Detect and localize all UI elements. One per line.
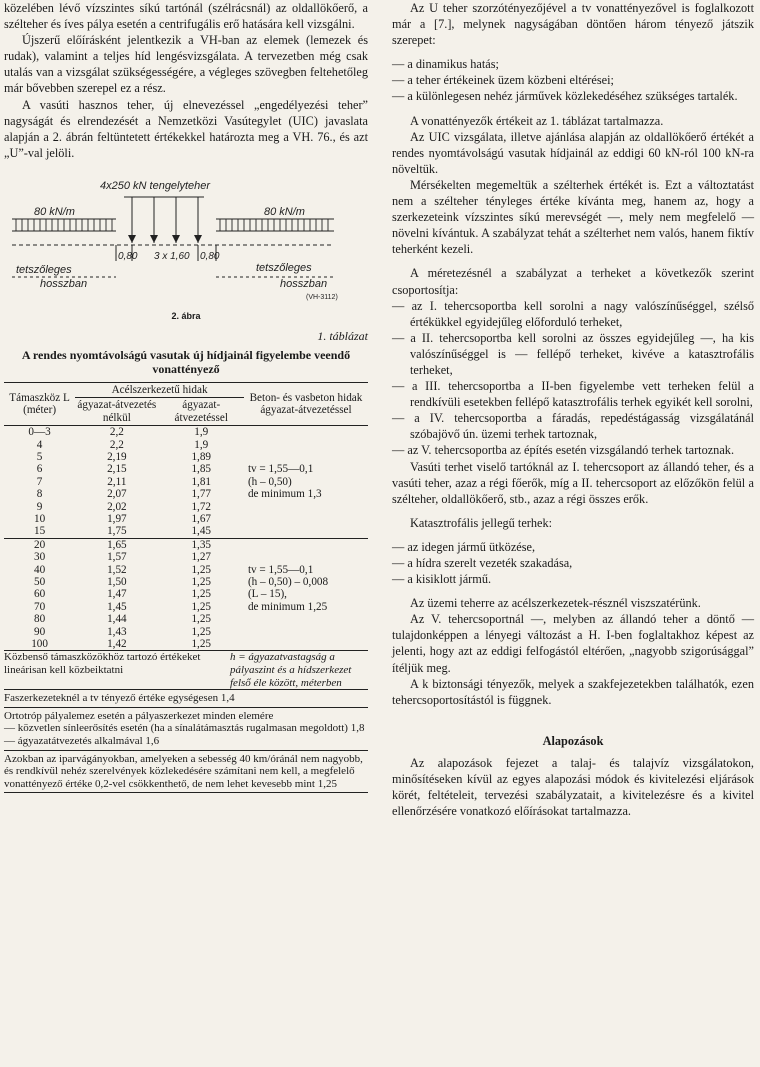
paragraph: Az UIC vizsgálata, illetve ajánlása alapján az oldallökőerő értékét a rendes nyomtávolságú vasutak hídjainál az eddigi 60 kN-ról 100 kN-ra növeltük.: [392, 129, 754, 176]
steel-b-cell: 1,25: [191, 563, 212, 576]
steel-b-cell: 1,25: [191, 638, 212, 651]
list-item: — a különlegesen nehéz járművek közlekedéséhez szükséges tartalék.: [392, 89, 738, 104]
formula-cell: tv = 1,55—0,1: [247, 463, 314, 476]
paragraph: A méretezésnél a szabályzat a terheket a következők szerint csoportosítja:: [392, 266, 754, 297]
dimension-label: 0,80: [118, 250, 138, 262]
length-label: hosszban: [40, 277, 88, 290]
table-note-line: — ágyazatátvezetés alkalmával 1,6: [4, 735, 160, 748]
col-header-steel-b: ágyazat-átvezetéssel: [159, 398, 244, 426]
dimension-label: 3 x 1,60: [154, 250, 190, 262]
paragraph: közelében lévő vízszintes síkú tartónál (szélrácsnál) az oldallökőerő, a szélteher és íves pálya esetén a centrifugális erő hatására kell vizsgálni.: [4, 1, 368, 32]
table-row: [4, 451, 368, 463]
steel-b-cell: 1,25: [191, 588, 212, 601]
span-cell: 20: [33, 538, 46, 551]
table-row: [4, 426, 368, 439]
steel-a-cell: 1,47: [107, 588, 127, 601]
table-note: Azokban az iparvágányokban, amelyeken a sebesség 40 km/óránál nem nagyobb, és rendkívül nehéz szerelvények közlekedésére számítani nem kell, a megfelelő vonattényező értéke 0,2-vel csökkenthető, de nem lehet kevesebb mint 1,25: [4, 750, 368, 794]
table-row: [4, 613, 368, 625]
table-notes: [4, 650, 368, 689]
paragraph: A vonattényezők értékeit az 1. táblázat tartalmazza.: [410, 113, 664, 128]
formula-cell: tv = 1,55—0,1: [247, 563, 314, 576]
steel-b-cell: 1,77: [191, 488, 212, 501]
paragraph: Az alapozások fejezet a talaj- és talajvíz vizsgálatokon, minősítéseken kívül az egyes alapozási módok és kivitelezési eljárások körét, feltételeit, tervezési szabályzatait, a kivitelezésre és a kivitel ellenőrzésére vonatkozó előírásokat tartalmazza.: [392, 755, 754, 819]
figure-stamp: (VH-3112): [306, 293, 338, 301]
span-cell: 10: [33, 513, 46, 525]
list-item: — a teher értékeinek üzem közbeni eltérései;: [392, 73, 614, 88]
paragraph: Katasztrofális jellegű terhek:: [410, 515, 553, 530]
paragraph: Az V. tehercsoportnál —, melyben az állandó teher a döntő — tulajdonképpen a lényegi változást a H. I-ben foglaltakhoz képest az jelenti, hogy azt az eddigi felfogástól eltérően, „nagyobb szigorúsággal” ítéljük meg.: [392, 612, 754, 675]
span-cell: 90: [33, 625, 46, 638]
paragraph: A k biztonsági tényezők, melyek a szakfejezetekben találhatók, ezen tehercsoportosítástól is függnek.: [392, 676, 754, 707]
steel-a-cell: 2,2: [109, 438, 124, 451]
steel-b-cell: 1,81: [191, 475, 212, 488]
span-cell: 30: [33, 551, 46, 564]
steel-a-cell: 2,15: [107, 463, 127, 476]
steel-b-cell: 1,67: [191, 513, 212, 525]
table-row: [4, 463, 368, 475]
table-row: [4, 439, 368, 451]
table-row: [4, 538, 368, 551]
steel-a-cell: 2,2: [109, 426, 124, 439]
steel-a-cell: 2,11: [107, 475, 127, 488]
list-item: — a dinamikus hatás;: [392, 57, 499, 72]
vonattenyezo-table: [4, 382, 368, 651]
paragraph: Az U teher szorzótényezőjével a tv vonattényezővel is foglalkozott már a [7.], melynek nagyságában döntően három tényező játszik szerepet:: [392, 1, 754, 48]
steel-a-cell: 2,07: [107, 488, 127, 501]
steel-b-cell: 1,35: [191, 538, 212, 551]
left-column: [4, 0, 368, 793]
table-row: [4, 525, 368, 538]
steel-a-cell: 1,97: [107, 513, 127, 525]
steel-a-cell: 2,02: [107, 500, 127, 513]
table-row: [4, 601, 368, 613]
section-heading: Alapozások: [542, 733, 604, 748]
steel-b-cell: 1,25: [191, 576, 212, 589]
formula-cell: de minimum 1,3: [247, 488, 322, 501]
paragraph: A vasúti hasznos teher, új elnevezéssel „engedélyezési teher” nagyságát és elrendezését a Nemzetközi Vasútegylet (UIC) javaslata alapján a 2. ábrán feltüntetett értékekkel határozta meg a VH. 76., és azt „U”-val jelöli.: [4, 97, 368, 160]
dist-load-right-label: 80 kN/m: [264, 205, 305, 218]
table-note: [4, 707, 368, 750]
steel-a-cell: 1,52: [107, 563, 127, 576]
list-item: — a kisiklott jármű.: [392, 572, 492, 587]
span-cell: 8: [36, 488, 43, 501]
steel-a-cell: 1,75: [107, 525, 127, 538]
table-note-line: — közvetlen sínleerősítés esetén (ha a sínalátámasztás rugalmasan megoldott) 1,8: [4, 722, 365, 735]
steel-b-cell: 1,85: [191, 463, 212, 476]
table-row: [4, 564, 368, 576]
formula-cell: (L – 15),: [247, 588, 287, 601]
list-item: — a II. tehercsoportba kell sorolni az összes egyidejűleg —, ha kis valószínűséggel is — fellépő terheket, kivéve a katasztrofális terheket,: [392, 330, 754, 377]
steel-a-cell: 1,42: [107, 638, 127, 651]
span-cell: 15: [33, 525, 46, 538]
load-diagram: [4, 165, 368, 325]
steel-b-cell: 1,25: [191, 600, 212, 613]
table-row: [4, 501, 368, 513]
span-cell: 4: [36, 438, 43, 451]
formula-cell: [244, 525, 368, 538]
formula-cell: [244, 538, 368, 551]
figure-caption: 2. ábra: [171, 310, 201, 321]
paragraph: Az üzemi teherre az acélszerkezetek-résznél viszszatérünk.: [410, 596, 701, 611]
col-header-span: Támaszköz L (méter): [4, 382, 75, 425]
steel-a-cell: 1,44: [107, 613, 127, 626]
table-row: [4, 551, 368, 563]
table-number: 1. táblázat: [317, 328, 368, 343]
table-row: [4, 476, 368, 488]
span-cell: 6: [36, 463, 43, 476]
formula-cell: [244, 501, 368, 513]
steel-a-cell: 1,45: [107, 600, 127, 613]
formula-cell: [244, 626, 368, 638]
table-title: A rendes nyomtávolságú vasutak új hídjainál figyelembe veendő vonattényező: [21, 347, 351, 376]
length-label: tetszőleges: [256, 261, 312, 274]
span-cell: 40: [33, 563, 46, 576]
steel-a-cell: 1,57: [107, 551, 127, 564]
paragraph: Mérsékelten megemeltük a szélterhek értékét is. Ezt a változtatást nem a szélteher tényleges értéke kívánta meg, hanem az, hogy a szerkezeteink vízszintes síkú merevségét —, mely nem megfelelő — növelni kívántuk. A szabályzat tehát a szélterhet nem valós, hanem fiktív teherként kezeli.: [392, 177, 754, 257]
steel-b-cell: 1,89: [191, 450, 212, 463]
formula-cell: [244, 513, 368, 525]
span-cell: 100: [31, 638, 48, 651]
span-cell: 70: [33, 600, 46, 613]
formula-cell: (h – 0,50): [247, 475, 292, 488]
col-header-concrete: Beton- és vasbeton hidak ágyazat-átvezetéssel: [244, 382, 368, 425]
table-row: [4, 638, 368, 650]
steel-b-cell: 1,45: [191, 525, 212, 538]
steel-b-cell: 1,25: [191, 613, 212, 626]
formula-cell: de minimum 1,25: [247, 600, 328, 613]
steel-b-cell: 1,27: [191, 551, 212, 564]
formula-cell: (h – 0,50) – 0,008: [247, 576, 329, 589]
formula-cell: [244, 439, 368, 451]
table-row: [4, 576, 368, 588]
formula-cell: [244, 451, 368, 463]
steel-a-cell: 1,65: [107, 538, 127, 551]
right-column: [392, 0, 754, 819]
length-label: hosszban: [280, 277, 328, 290]
list-item: — a hídra szerelt vezeték szakadása,: [392, 556, 573, 570]
table-row: [4, 488, 368, 500]
paragraph: Vasúti terhet viselő tartóknál az I. tehercsoport az állandó teher, és a vasúti teher, azaz a régi főerők, míg a II. tehercsoport az előzőkön felül a szélteher, oldallökőerő, stb., azaz a régi összes erők.: [392, 459, 754, 506]
table-note: Faszerkezeteknél a tv tényező értéke egységesen 1,4: [4, 689, 368, 707]
formula-cell: [244, 613, 368, 625]
table-note-line: Ortotróp pályalemez esetén a pályaszerkezet minden elemére: [4, 709, 274, 722]
span-cell: 80: [33, 613, 46, 626]
list-item: — a III. tehercsoportba a II-ben figyelembe vett terheken felül a rendkívüli esetekben fellépő katasztrofális terhek egyikét kell sorolni,: [392, 379, 754, 410]
load-diagram-svg: [4, 165, 368, 315]
steel-a-cell: 1,43: [107, 625, 127, 638]
formula-cell: [244, 426, 368, 439]
formula-cell: [244, 551, 368, 563]
table-note: Közbenső támaszközökhöz tartozó értékeket lineárisan kell közbeiktatni: [4, 651, 230, 689]
steel-b-cell: 1,25: [191, 625, 212, 638]
col-header-steel: Acélszerkezetű hidak: [75, 382, 244, 397]
list-item: — az I. tehercsoportba kell sorolni a nagy valószínűséggel, szélső értékükkel egyidejűleg előforduló terheket,: [392, 298, 754, 329]
list-item: — a IV. tehercsoportba a fáradás, repedéstágasság vizsgálatánál szóbajövő ún. üzemi terhek tartoznak,: [392, 411, 754, 442]
table-row: [4, 588, 368, 600]
dimension-label: 0,80: [200, 250, 220, 262]
table-note: h = ágyazatvastagság a pályaszint és a hídszerkezet felső éle között, méterben: [230, 651, 368, 689]
steel-b-cell: 1,9: [194, 426, 209, 439]
formula-cell: [244, 638, 368, 650]
span-cell: 9: [36, 500, 43, 513]
dist-load-left-label: 80 kN/m: [34, 205, 75, 218]
paragraph: Újszerű előírásként jelentkezik a VH-ban az elemek (lemezek és rudak), valamint a teljes híd lengésvizsgálata. A tervezetben még csak utalás van a vizsgálat szükségességére, a végleges szövegben feltehetőleg már bővebben szerepel ez a rész.: [4, 33, 368, 96]
table-row: [4, 626, 368, 638]
span-cell: 5: [36, 450, 43, 463]
length-label: tetszőleges: [16, 263, 72, 276]
steel-b-cell: 1,72: [191, 500, 212, 513]
span-cell: 50: [33, 576, 46, 589]
list-item: — az idegen jármű ütközése,: [392, 539, 536, 554]
span-cell: 0—3: [28, 426, 51, 439]
list-item: — az V. tehercsoportba az építés esetén vizsgálandó terhek tartoznak.: [392, 443, 735, 458]
span-cell: 60: [33, 588, 46, 601]
steel-a-cell: 2,19: [107, 450, 127, 463]
col-header-steel-a: ágyazat-átvezetés nélkül: [75, 398, 158, 426]
steel-a-cell: 1,50: [107, 576, 127, 589]
span-cell: 7: [36, 475, 43, 488]
steel-b-cell: 1,9: [194, 438, 209, 451]
axle-load-label: 4x250 kN tengelyteher: [100, 179, 211, 192]
table-row: [4, 513, 368, 525]
